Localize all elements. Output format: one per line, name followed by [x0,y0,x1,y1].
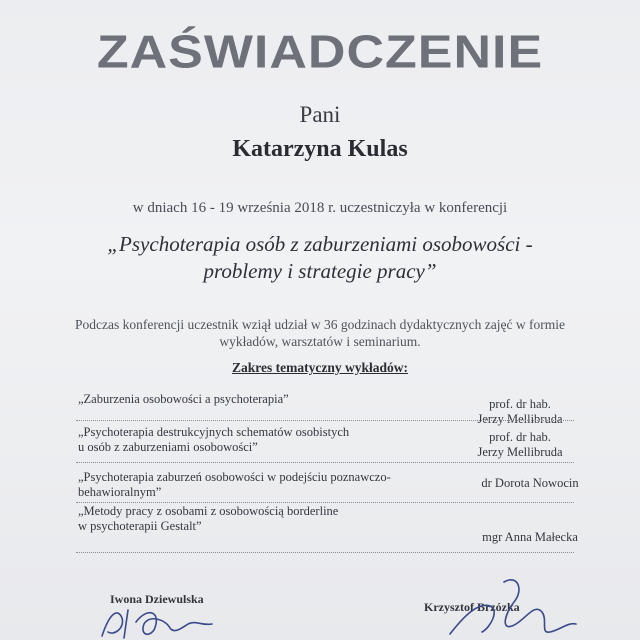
conference-title-line-2: problemy i strategie pracy” [203,259,437,283]
lecture-title: „Metody pracy z osobami z osobowością borderline w psychoterapii Gestalt” [78,504,339,533]
lecture-speaker: mgr Anna Małecka [482,530,578,544]
lecture-title: „Psychoterapia destrukcyjnych schematów osobistych u osób z zaburzeniami osobowości” [78,425,350,454]
lecture-separator [76,462,574,463]
signature-right-icon [430,572,590,640]
lecture-separator [76,502,574,503]
lecture-title: „Psychoterapia zaburzeń osobowości w podejściu poznawczo- behawioralnym” [78,470,391,499]
lecture-separator [76,552,574,553]
participation-info [0,316,640,350]
signatory-right-name: Krzysztof Brzózka [424,600,520,614]
participation-info-line-1: Podczas konferencji uczestnik wziął udział w 36 godzinach dydaktycznych zajęć w formie [75,317,565,332]
dates-line: w dniach 16 - 19 września 2018 r. uczestniczyła w konferencji [132,200,508,216]
lecture-speaker: prof. dr hab. Jerzy Mellibruda [477,397,563,426]
signatory-left-name: Iwona Dziewulska [110,592,204,606]
document-title: ZAŚWIADCZENIE [96,25,544,79]
lecture-separator [76,420,574,421]
conference-title-line-1: „Psychoterapia osób z zaburzeniami osobowości - [107,232,533,256]
lecture-title: „Zaburzenia osobowości a psychoterapia” [78,392,289,406]
lecture-speaker: prof. dr hab. Jerzy Mellibruda [477,430,563,459]
salutation: Pani [299,102,341,127]
participation-info-line-2: wykładów, warsztatów i seminarium. [219,334,421,349]
signature-left-icon [92,602,242,640]
lectures-heading: Zakres tematyczny wykładów: [232,360,408,375]
recipient-name: Katarzyna Kulas [232,136,408,162]
lecture-speaker: dr Dorota Nowocin [481,476,579,490]
